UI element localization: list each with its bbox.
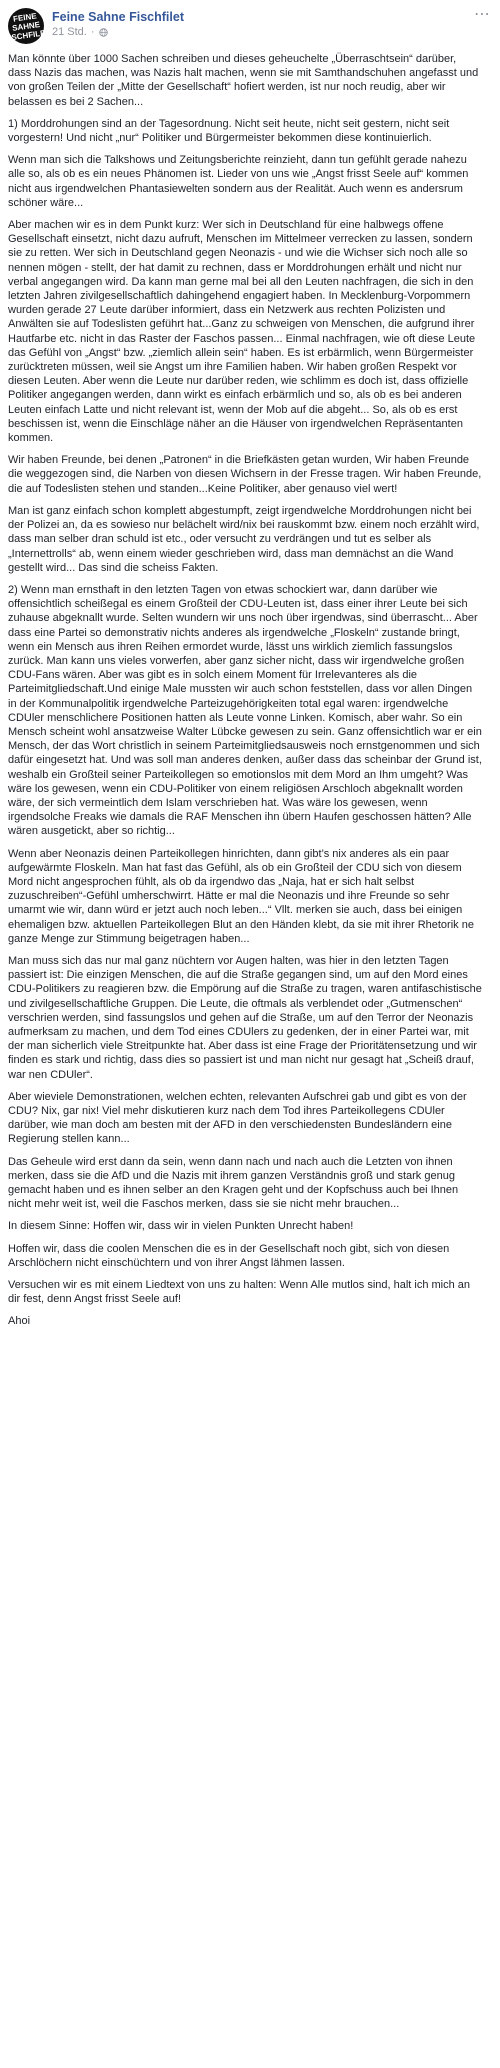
page-name-link[interactable]: Feine Sahne Fischfilet	[52, 10, 184, 24]
post-paragraph: Versuchen wir es mit einem Liedtext von uns zu halten: Wenn Alle mutlos sind, halt ich mich an dir fest, denn Angst frisst Seele auf!	[8, 1279, 471, 1306]
post-paragraph: In diesem Sinne: Hoffen wir, dass wir in vielen Punkten Unrecht haben!	[8, 1220, 354, 1233]
post-paragraph: Man muss sich das nur mal ganz nüchtern vor Augen halten, was hier in den letzten Tagen passiert ist: Die einzigen Menschen, die auf die Straße gegangen sind, um auf den Mord eines CDU-Politikers zu reagieren bzw. die Empörung auf die Straße zu tragen, waren antifaschistische und zivilgesellschaftliche Gruppen. Die Leute, die oftmals als verblendet oder „Gutmenschen“ verschrien werden, sind fassungslos und gehen auf die Straße, um auf den Terror der Neonazis aufmerksam zu machen, und dem Tod eines CDUlers zu gedenken, der in einer Partei war, mit der man sicherlich viele Streitpunkte hat. Aber dass ist eine Frage der Prioritätensetzung und wir finden es stark und richtig, dass dies so passiert ist und man nicht nur gesagt hat „Scheiß drauf, war nen CDUler“.	[8, 954, 482, 1081]
post-paragraph: Wenn man sich die Talkshows und Zeitungsberichte reinzieht, dann tun gefühlt gerade nahezu alle so, als ob es ein neues Phänomen ist. Lieder von uns wie „Angst frisst Seele auf“ kommen nicht aus irgendwelchen Phantasiewelten sondern aus der Realität. Auch wenn es andersrum schöner wäre...	[8, 154, 469, 209]
post-meta	[52, 8, 472, 38]
post-paragraph: Wir haben Freunde, bei denen „Patronen“ in die Briefkästen getan wurden, Wir haben Freunde die weggezogen sind, die Narben von diesen Wichsern in der Fresse tragen. Wir haben Freunde, die auf Todeslisten stehen und standen...Keine Politiker, aber genauso viel wert!	[8, 454, 482, 495]
more-options-icon[interactable]: ⋯	[474, 6, 490, 23]
post-paragraph: Das Geheule wird erst dann da sein, wenn dann nach und nach auch die Letzten von ihnen merken, dass sie die AfD und die Nazis mit ihrem ganzen Verständnis groß und stark genug gemacht haben und es ihnen selber an den Kragen geht und der Kopfschuss auch bei Ihnen nicht mehr weit ist, weil die Faschos merken, dass sie sie nicht mehr brauchen...	[8, 1155, 459, 1211]
post-paragraph: Aber machen wir es in dem Punkt kurz: Wer sich in Deutschland für eine halbwegs offene Gesellschaft einsetzt, nicht dazu aufruft, Menschen im Mittelmeer verrecken zu lassen, sondern sie zu retten. Wer sich in Deutschland gegen Neonazis - und wie die Wichser sich noch alle so nennen mögen - stellt, der hat damit zu rechnen, dass er Morddrohungen erhält und nicht nur verbal angegangen wird. Da kann man gerne mal bei all den Leuten nachfragen, die sich in den letzten Jahren zivilgesellschaftlich dahingehend engagiert haben. In Mecklenburg-Vorpommern wurden gerade 27 Leute darüber informiert, dass ein Netzwerk aus rechten Polizisten und Anwälten sie auf Todeslisten geführt hat...Ganz zu schweigen von Menschen, die aufgrund ihrer Hautfarbe etc. nicht in das Raster der Faschos passen... Einmal nachfragen, wie oft diese Leute das Gefühl von „Angst“ bzw. „ziemlich allein sein“ haben. Es ist erbärmlich, wenn Bürgermeister zurücktreten müssen, weil sie Angst um ihre Familien haben. Wir haben großen Respekt vor diesen Leuten. Aber wenn die Leute nur darüber reden, wie schlimm es doch ist, dass offizielle Politiker angegangen werden, dann wirkt es einfach erbärmlich und so, als ob es bei anderen Leuten einfach Latte und nicht relevant ist, wenn der Mob auf die abgeht... So, als ob es erst beschissen ist, wenn die Einschläge näher an die Häuser von irgendwelchen Repräsentanten kommen.	[8, 219, 476, 445]
page-avatar[interactable]	[3, 8, 51, 44]
globe-icon	[99, 28, 108, 37]
post-paragraph: Ahoi	[8, 1315, 31, 1328]
post-header	[3, 6, 492, 52]
post-paragraph: 2) Wenn man ernsthaft in den letzten Tagen von etwas schockiert war, dann darüber wie offensichtlich scheißegal es einem Großteil der CDU-Leuten ist, dass einer ihrer Leute bei sich zuhause abgeknallt wurde. Selten wundern wir uns noch über irgendwas, sind überrascht... Aber dass eine Partei so demonstrativ nichts anderes als irgendwelche „Floskeln“ zustande bringt, wenn ein Mensch aus ihren Reihen ermordet wurde, lässt uns wirklich ziemlich fassungslos zurück. Man kann uns vieles vorwerfen, aber ganz sicher nicht, dass wir irgendwelche großen CDU-Fans wären. Aber was gibt es in solch einem Moment für Irrelevanteres als die Parteimitgliedschaft.Und einige Male mussten wir auch schon feststellen, dass vor allen Dingen in der Kommunalpolitik irgendwelche Parteizugehörigkeiten total egal waren: irgendwelche CDUler menschlichere Positionen hatten als Leute vonne Linken. Komisch, aber wahr. So ein Mensch scheint wohl ansatzweise Walter Lübcke gewesen zu sein. Ganz offensichtlich war er ein Mensch, der das Wort christlich in seinem Parteimitgliedsausweis noch ernstgenommen und sich dafür eingesetzt hat. Und was soll man anderes denken, außer dass das scheinbar der Grund ist, weshalb ein Großteil seiner Parteikollegen so emotionslos mit dem Mord an Ihm umgeht? Was wäre los gewesen, wenn ein CDU-Politiker von einem religiösen Arschloch abgeknallt worden wäre, der sich vermeintlich dem Islam verschrieben hat. Was wäre los gewesen, wenn irgendsolche Freaks wie damals die RAF Menschen ihn übern Haufen geschossen hätten? Alle wären ausgetickt, aber so richtig...	[8, 583, 482, 838]
post-paragraph: 1) Morddrohungen sind an der Tagesordnung. Nicht seit heute, nicht seit gestern, nicht seit vorgestern! Und nicht „nur“ Politiker und Bürgermeister bekommen diese kontinuierlich.	[8, 117, 450, 145]
avatar-logo-text: FEINE SAHNE FISCHFILET	[3, 10, 51, 43]
post-body	[8, 52, 492, 1329]
post-paragraph: Man ist ganz einfach schon komplett abgestumpft, zeigt irgendwelche Morddrohungen nicht bei der Polizei an, da es sowieso nur belächelt wird/nix bei rauskommt bzw. einem noch erzählt wird, dass man selber dran schuld ist etc., oder versucht zu verdrängen und tut es selber als „Internettrolls“ ab, wenn einem wieder geschrieben wird, dass man demnächst an die Wand gestellt wird... Das sind die scheiss Fakten.	[8, 504, 480, 574]
post-timestamp[interactable]: 21 Std.	[52, 26, 87, 38]
post-paragraph: Man könnte über 1000 Sachen schreiben und dieses geheuchelte „Überraschtsein“ darüber, dass Nazis das machen, was Nazis halt machen, wenn sie mit Samthandschuhen angefasst und von großen Teilen der „Mitte der Gesellschaft“ hofiert werden, ist nur noch reudig, aber wir belassen es bei 2 Sachen...	[8, 53, 479, 108]
post-paragraph: Wenn aber Neonazis deinen Parteikollegen hinrichten, dann gibt’s nix anderes als ein paar aufgewärmte Floskeln. Man hat fast das Gefühl, als ob ein Großteil der CDU sich von diesem Mord nicht angesprochen fühlt, als ob da irgendwo das „Naja, hat er sich halt selbst zuzuschreiben“-Gefühl umherschwirrt. Hätte er mal die Neonazis und ihre Freunde so sehr umarmt wie wir, dann würd er jetzt auch noch leben...“ Vllt. merken sie auch, dass bei einigen ehemaligen bzw. aktuellen Parteikollegen Blut an den Händen klebt, da sie mit ihrer Rhetorik ne ganze Menge zur Stimmung beigetragen haben...	[8, 847, 474, 945]
post-paragraph: Aber wieviele Demonstrationen, welchen echten, relevanten Aufschrei gab und gibt es von der CDU? Nix, gar nix! Viel mehr diskutieren kurz nach dem Tod ihres Parteikollegens CDUler darüber, wie man doch am besten mit der AFD in den verschiedensten Bundesländern eine Regierung stellen kann...	[8, 1090, 467, 1146]
timestamp-row: 21 Std. ·	[52, 26, 472, 38]
post-paragraph: Hoffen wir, dass die coolen Menschen die es in der Gesellschaft noch gibt, sich von diesen Arschlöchern nicht einschüchtern und von ihrer Angst lähmen lassen.	[8, 1242, 450, 1269]
